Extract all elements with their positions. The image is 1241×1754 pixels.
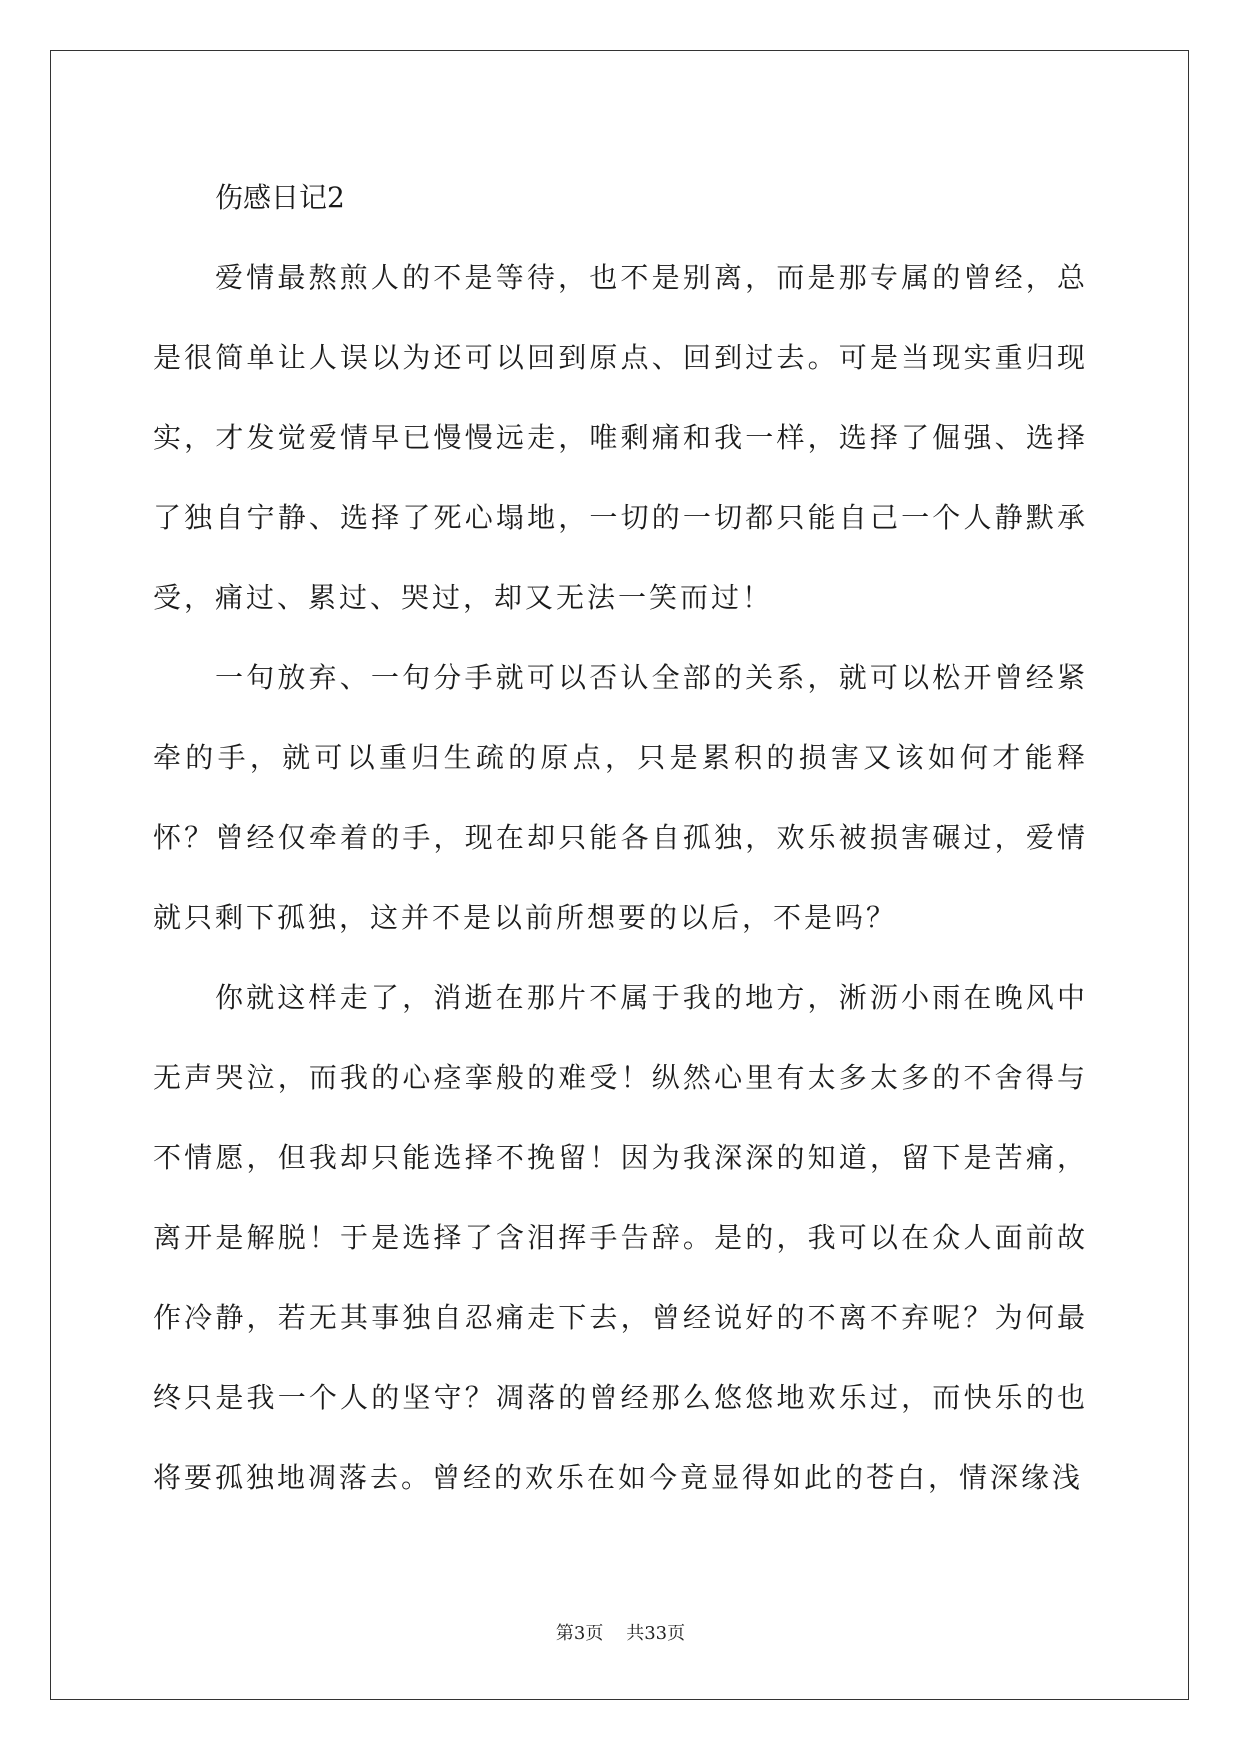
- document-body: [153, 158, 1088, 1518]
- document-title: 伤感日记2: [215, 181, 345, 214]
- paragraph-1: 爱情最熬煎人的不是等待，也不是别离，而是那专属的曾经，总是很简单让人误以为还可以回到原点、回到过去。可是当现实重归现实，才发觉爱情早已慢慢远走，唯剩痛和我一样，选择了倔强、选择了独自宁静、选择了死心塌地，一切的一切都只能自己一个人静默承受，痛过、累过、哭过，却又无法一笑而过！: [153, 261, 1088, 614]
- page-number: 第3页 共33页: [555, 1623, 686, 1644]
- paragraph-2: 一句放弃、一句分手就可以否认全部的关系，就可以松开曾经紧牵的手，就可以重归生疏的原点，只是累积的损害又该如何才能释怀？曾经仅牵着的手，现在却只能各自孤独，欢乐被损害碾过，爱情就只剩下孤独，这并不是以前所想要的以后，不是吗？: [153, 661, 1088, 934]
- paragraph-3: 你就这样走了，消逝在那片不属于我的地方，淅沥小雨在晚风中无声哭泣，而我的心痉挛般的难受！纵然心里有太多太多的不舍得与不情愿，但我却只能选择不挽留！因为我深深的知道，留下是苦痛，离开是解脱！于是选择了含泪挥手告辞。是的，我可以在众人面前故作冷静，若无其事独自忍痛走下去，曾经说好的不离不弃呢？为何最终只是我一个人的坚守？凋落的曾经那么悠悠地欢乐过，而快乐的也将要孤独地凋落去。曾经的欢乐在如今竟显得如此的苍白，情深缘浅: [153, 981, 1088, 1494]
